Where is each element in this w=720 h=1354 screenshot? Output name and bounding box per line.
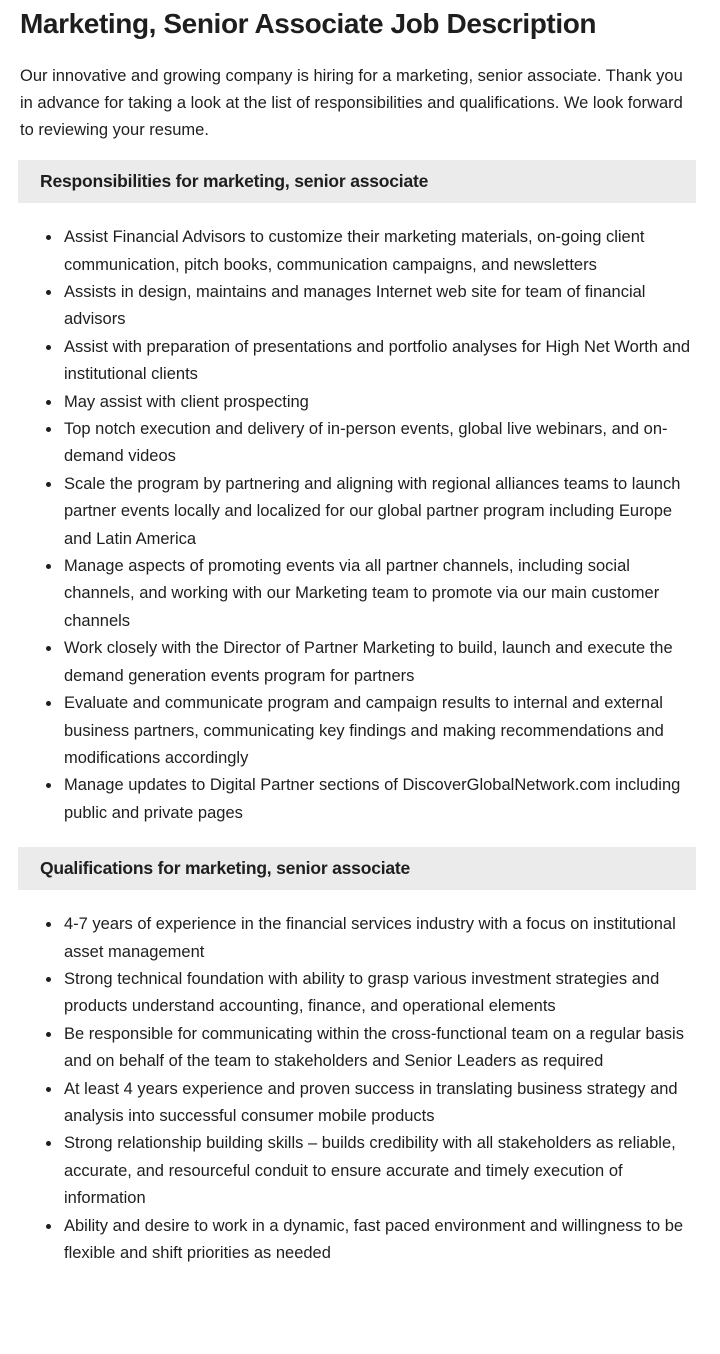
list-item: • 4-7 years of experience in the financial services industry with a focus on institutional asset management [62, 911, 696, 966]
list-item: • Assist Financial Advisors to customize their marketing materials, on-going client communication, pitch books, communication campaigns, and newsletters [62, 224, 696, 279]
intro-paragraph: Our innovative and growing company is hiring for a marketing, senior associate. Thank you in advance for taking a look at the list of responsibilities and qualifications. We look forward to reviewing your resume. [20, 67, 683, 140]
list-item: • Scale the program by partnering and aligning with regional alliances teams to launch partner events locally and localized for our global partner program including Europe and Latin America [62, 471, 696, 553]
list-item: • Manage updates to Digital Partner sections of DiscoverGlobalNetwork.com including public and private pages [62, 772, 696, 827]
responsibilities-section-heading: Responsibilities for marketing, senior associate [18, 160, 696, 203]
list-item: • Strong relationship building skills – builds credibility with all stakeholders as reliable, accurate, and resourceful conduit to ensure accurate and timely execution of information [62, 1130, 696, 1212]
list-item: • Assist with preparation of presentations and portfolio analyses for High Net Worth and institutional clients [62, 334, 696, 389]
list-item: • Ability and desire to work in a dynamic, fast paced environment and willingness to be flexible and shift priorities as needed [62, 1213, 696, 1268]
qualifications-list [20, 911, 696, 1267]
responsibilities-list [20, 224, 696, 827]
page-title: Marketing, Senior Associate Job Description [20, 8, 597, 39]
list-item: • Assists in design, maintains and manages Internet web site for team of financial advisors [62, 279, 696, 334]
list-item: • May assist with client prospecting [62, 389, 696, 416]
list-item: • Work closely with the Director of Partner Marketing to build, launch and execute the demand generation events program for partners [62, 635, 696, 690]
list-item: • Top notch execution and delivery of in-person events, global live webinars, and on-demand videos [62, 416, 696, 471]
list-item: • Strong technical foundation with ability to grasp various investment strategies and products understand accounting, finance, and operational elements [62, 966, 696, 1021]
list-item: • Manage aspects of promoting events via all partner channels, including social channels, and working with our Marketing team to promote via our main customer channels [62, 553, 696, 635]
list-item: • Be responsible for communicating within the cross-functional team on a regular basis and on behalf of the team to stakeholders and Senior Leaders as required [62, 1021, 696, 1076]
qualifications-section-heading: Qualifications for marketing, senior associate [18, 847, 696, 890]
qualifications-section [20, 847, 696, 1267]
responsibilities-section [20, 160, 696, 827]
list-item: • At least 4 years experience and proven success in translating business strategy and analysis into successful consumer mobile products [62, 1076, 696, 1131]
list-item: • Evaluate and communicate program and campaign results to internal and external business partners, communicating key findings and making recommendations and modifications accordingly [62, 690, 696, 772]
